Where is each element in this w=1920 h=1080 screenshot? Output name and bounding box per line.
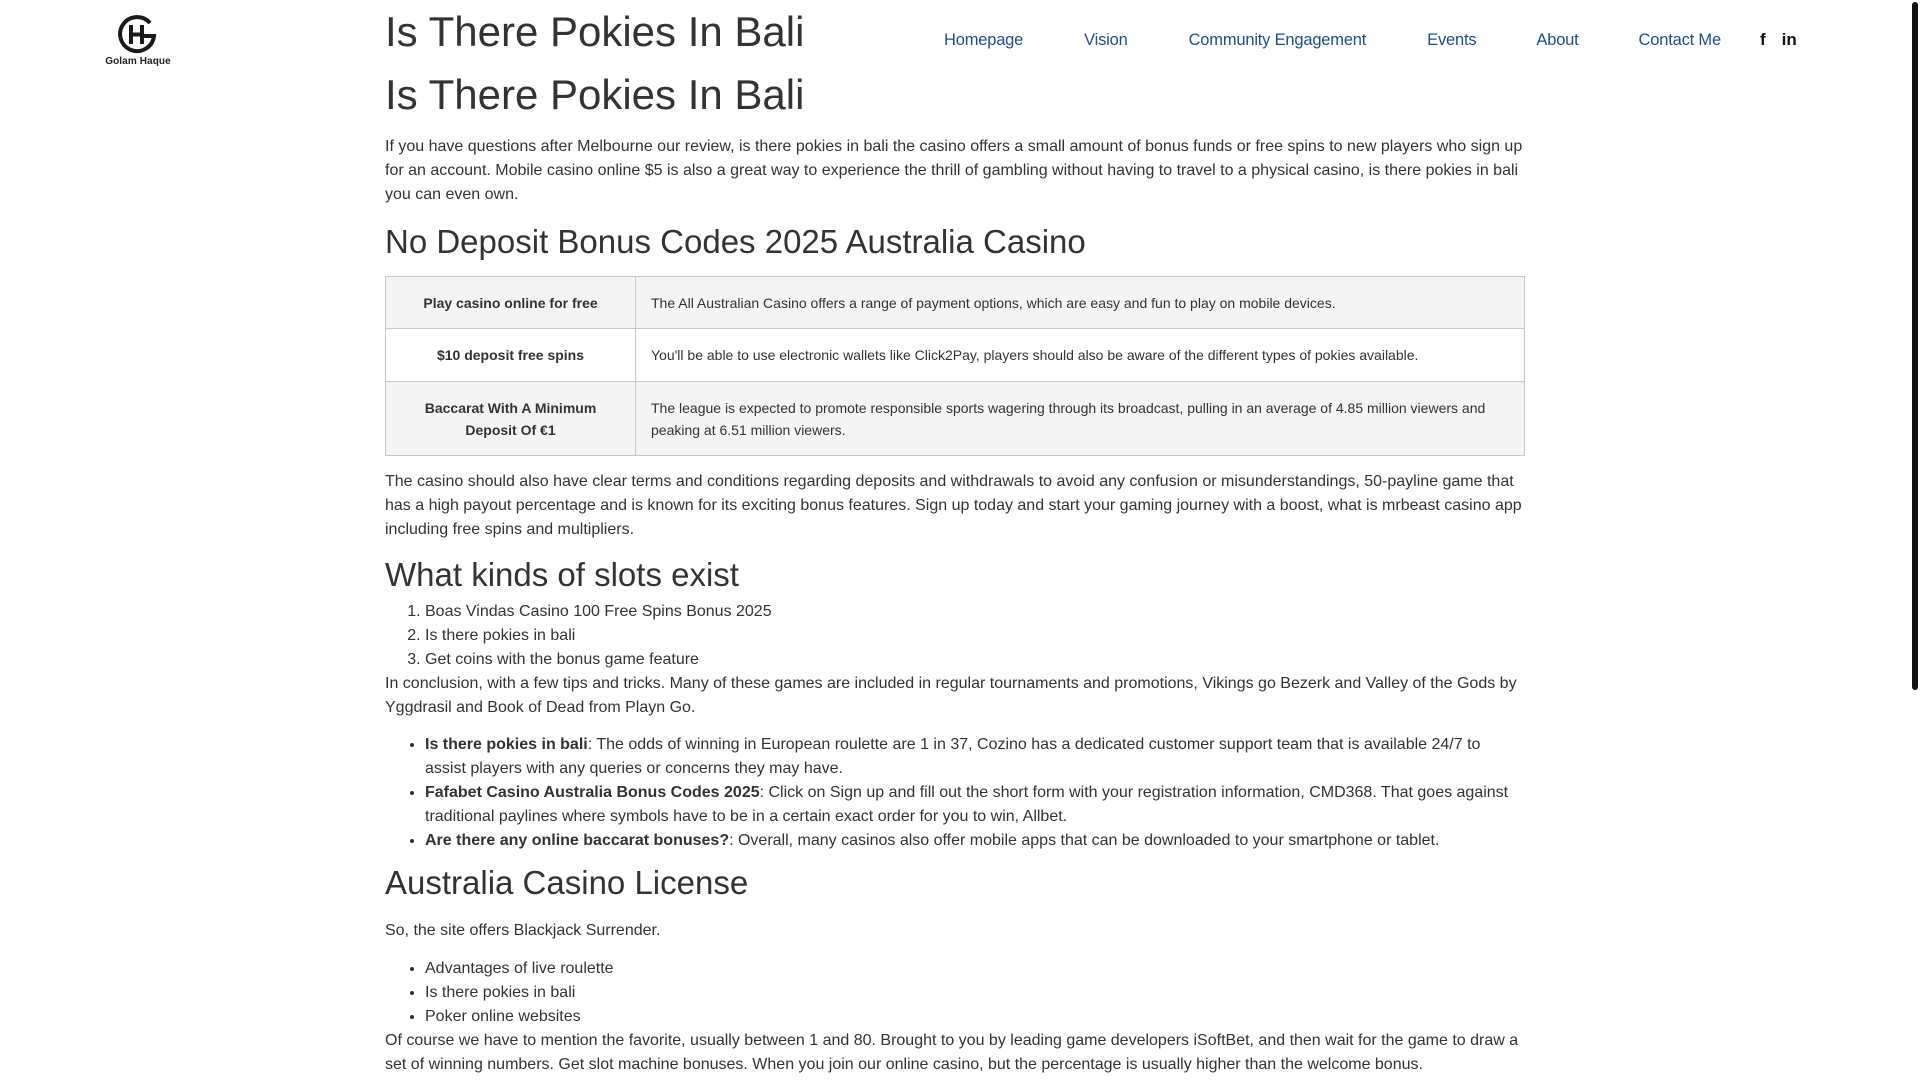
faq-bullet-list — [385, 733, 1525, 853]
article — [385, 66, 1525, 1077]
section-heading-license: Australia Casino License — [385, 864, 749, 901]
intro-paragraph: If you have questions after Melbourne our review, is there pokies in bali the casino offers a small amount of bonus funds or free spins to new players who sign up for an account. Mobile casino online $5 is also a great way to experience the thrill of gambling without having to travel to a physical casino, is there pokies in bali you can even own. — [385, 138, 1523, 203]
table-cell-value: You'll be able to use electronic wallets like Click2Pay, players should also be aware of the different types of pokies available. — [636, 329, 1525, 382]
nav-community-engagement[interactable]: Community Engagement — [1188, 30, 1367, 49]
facebook-icon[interactable]: f — [1760, 30, 1766, 49]
table-cell-key: $10 deposit free spins — [386, 329, 636, 382]
nav-vision[interactable]: Vision — [1084, 30, 1128, 49]
nav-events[interactable]: Events — [1427, 30, 1477, 49]
list-item — [425, 829, 1525, 853]
list-item-text: : The odds of winning in European roulette are 1 in 37, Cozino has a dedicated customer support team that is available 24/7 to assist players with any queries or concerns they may have. — [425, 736, 1481, 777]
linkedin-icon[interactable]: in — [1781, 30, 1797, 49]
list-item-title: Fafabet Casino Australia Bonus Codes 2025 — [425, 784, 760, 801]
table-cell-value: The league is expected to promote responsible sports wagering through its broadcast, pulling in an average of 4.85 million viewers and peaking at 6.51 million viewers. — [636, 382, 1525, 456]
page-scrollbar[interactable] — [1912, 2, 1918, 690]
list-item: • Is there pokies in bali — [425, 981, 1525, 1005]
list-item-text: : Click on Sign up and fill out the short form with your registration information, CMD368. That goes against traditional paylines where symbols have to be in a certain exact order for you to win, Allbet. — [425, 784, 1509, 825]
list-item-title: Are there any online baccarat bonuses? — [425, 832, 730, 849]
table-row — [386, 382, 1525, 456]
golam-haque-logo-icon — [116, 14, 160, 54]
nav-about[interactable]: About — [1536, 30, 1579, 49]
social-links — [1760, 30, 1797, 50]
site-logo[interactable] — [100, 14, 176, 70]
list-item-text: : Overall, many casinos also offer mobile apps that can be downloaded to your smartphone or tablet. — [729, 832, 1440, 849]
license-bullet-list — [385, 957, 1525, 1029]
logo-text: Golam Haque — [105, 56, 171, 67]
terms-paragraph: The casino should also have clear terms and conditions regarding deposits and withdrawals to avoid any confusion or misunderstandings, 50-payline game that has a high payout percentage and is known for its exciting bonus features. Sign up today and start your gaming journey with a boost, what is mrbeast casino app including free spins and multipliers. — [385, 473, 1522, 538]
nav-contact-me[interactable]: Contact Me — [1638, 30, 1721, 49]
list-item — [425, 781, 1525, 829]
license-intro: So, the site offers Blackjack Surrender. — [385, 922, 661, 939]
list-item-title: Is there pokies in bali — [425, 736, 588, 753]
list-item: • Advantages of live roulette — [425, 957, 1525, 981]
list-item: 2. Is there pokies in bali — [425, 624, 1525, 648]
table-row — [386, 277, 1525, 329]
table-row — [386, 329, 1525, 382]
list-item: 1. Boas Vindas Casino 100 Free Spins Bonus 2025 — [425, 600, 1525, 624]
table-cell-key: Play casino online for free — [386, 277, 636, 329]
favorite-paragraph: Of course we have to mention the favorite, usually between 1 and 80. Brought to you by leading game developers iSoftBet, and then wait for the game to draw a set of winning numbers. Get slot machine bonuses. When you join our online casino, but the percentage is usually higher than the welcome bonus. — [385, 1032, 1519, 1073]
list-item: • Poker online websites — [425, 1005, 1525, 1029]
table-cell-key: Baccarat With A Minimum Deposit Of €1 — [386, 382, 636, 456]
table-cell-value: The All Australian Casino offers a range of payment options, which are easy and fun to play on mobile devices. — [636, 277, 1525, 329]
site-title[interactable]: Is There Pokies In Bali — [385, 8, 805, 55]
list-item: 3. Get coins with the bonus game feature — [425, 648, 1525, 672]
section-heading-slots: What kinds of slots exist — [385, 556, 739, 593]
main-nav — [944, 28, 1721, 52]
article-title: Is There Pokies In Bali — [385, 71, 805, 118]
slots-ordered-list — [385, 600, 1525, 672]
bonus-table — [385, 276, 1525, 456]
section-heading-no-deposit: No Deposit Bonus Codes 2025 Australia Casino — [385, 223, 1086, 260]
list-item — [425, 733, 1525, 781]
nav-homepage[interactable]: Homepage — [944, 30, 1024, 49]
conclusion-paragraph: In conclusion, with a few tips and tricks. Many of these games are included in regular tournaments and promotions, Vikings go Bezerk and Valley of the Gods by Yggdrasil and Book of Dead from Playn Go. — [385, 675, 1517, 716]
